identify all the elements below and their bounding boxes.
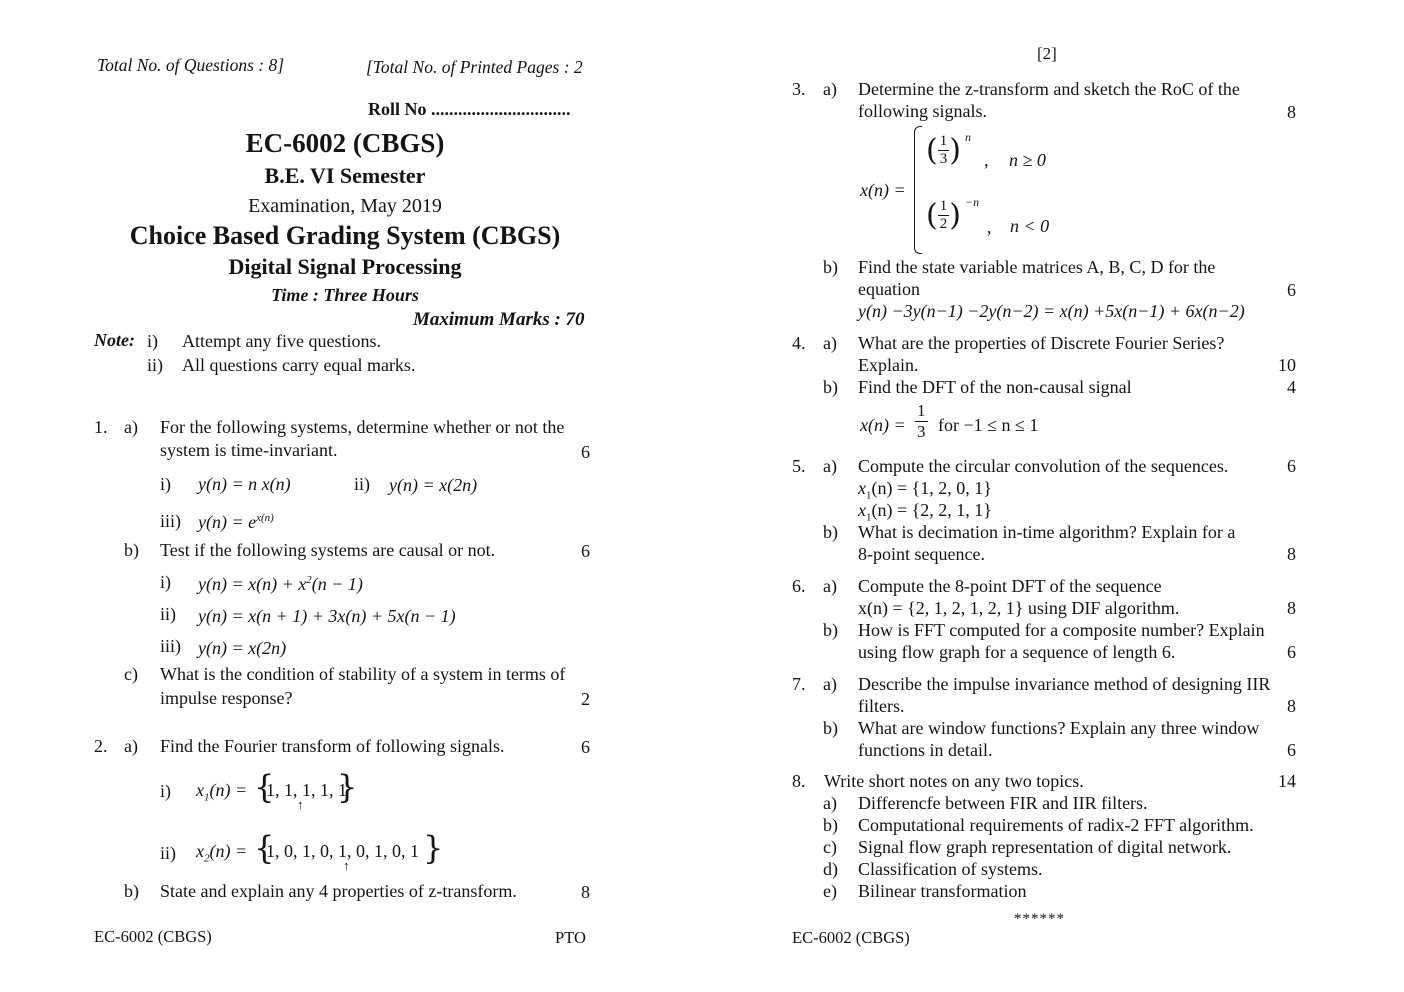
- q3a-label: a): [823, 79, 837, 99]
- q3a-case2-fraction: [938, 198, 950, 233]
- q3a-case1-comma: ,: [984, 150, 989, 170]
- q2a-ii-label: ii): [160, 843, 176, 863]
- grading-system: Choice Based Grading System (CBGS): [129, 221, 561, 250]
- q8-item-text: Bilinear transformation: [858, 881, 1027, 901]
- q3a-text-line2: following signals.: [858, 101, 987, 121]
- q2a-ii-x: x: [196, 841, 204, 861]
- q3a-case1: [926, 133, 961, 168]
- q8-item-label: e): [823, 881, 837, 901]
- q2a-i-origin-arrow: ↑: [297, 797, 304, 812]
- page-number: [2]: [1037, 44, 1057, 63]
- q1b-i-equation: [198, 574, 363, 595]
- q2a-text: Find the Fourier transform of following signals.: [160, 736, 505, 756]
- q2a-ii-subscript: 2: [204, 852, 210, 865]
- q3a-case1-denominator: 3: [939, 151, 948, 167]
- q2a-ii-open-brace: {: [254, 829, 275, 867]
- q3a-case2: [926, 198, 961, 233]
- note-i: Attempt any five questions.: [182, 331, 381, 351]
- time-allowed: Time : Three Hours: [271, 285, 419, 305]
- q7a-marks: 8: [1287, 696, 1296, 716]
- q3a-lhs: x(n) =: [860, 180, 906, 200]
- q2-number: 2.: [94, 736, 108, 756]
- q5a-seq2-x: x: [858, 500, 866, 520]
- q1b-i-exponent: 2: [306, 574, 312, 586]
- q1a-ii-label: ii): [354, 474, 370, 494]
- q7b-marks: 6: [1287, 740, 1296, 760]
- q6a-label: a): [823, 576, 837, 596]
- q5a-seq1-values: (n) = {1, 2, 0, 1}: [871, 478, 992, 498]
- q7b-text-line2: functions in detail.: [858, 740, 993, 760]
- q7b-label: b): [823, 718, 838, 738]
- q6b-text-line1: How is FFT computed for a composite number? Explain: [858, 620, 1265, 640]
- q5b-label: b): [823, 522, 838, 542]
- q6-number: 6.: [792, 576, 806, 596]
- q1b-i-label: i): [160, 572, 171, 592]
- q3a-case2-rparen: ): [949, 198, 961, 233]
- q7-number: 7.: [792, 674, 806, 694]
- q5-number: 5.: [792, 456, 806, 476]
- q1a-marks: 6: [581, 442, 590, 462]
- total-pages: [Total No. of Printed Pages : 2: [366, 57, 583, 77]
- q2b-text: State and explain any 4 properties of z-transform.: [160, 881, 517, 901]
- q1a-iii-exponent: x(n): [256, 512, 274, 524]
- q2a-i-x: x: [196, 780, 204, 800]
- q1a-text-line1: For the following systems, determine whether or not the: [160, 417, 565, 437]
- q6b-text-line2: using flow graph for a sequence of length 6.: [858, 642, 1176, 662]
- q8-marks: 14: [1278, 771, 1296, 791]
- q5b-marks: 8: [1287, 544, 1296, 564]
- q1b-iii-equation: y(n) = x(2n): [198, 638, 287, 658]
- q3b-label: b): [823, 257, 838, 277]
- q5a-seq1-subscript: 1: [866, 489, 872, 502]
- q2a-ii-sequence: 1, 0, 1, 0, 1, 0, 1, 0, 1: [266, 841, 419, 861]
- q3a-case1-fraction: [938, 133, 950, 168]
- q1a-label: a): [124, 417, 138, 437]
- q4b-eq-fraction: [915, 401, 928, 442]
- q1a-iii-base: y(n) = e: [198, 512, 257, 532]
- q8-item-label: d): [823, 859, 838, 879]
- q8-item-label: c): [823, 837, 837, 857]
- q5a-marks: 6: [1287, 456, 1296, 476]
- q8-item-label: a): [823, 793, 837, 813]
- q2a-i-lhs-rest: (n) =: [209, 780, 248, 800]
- q1c-label: c): [124, 664, 138, 684]
- q2a-ii-origin-arrow: ↑: [343, 858, 350, 873]
- q2b-marks: 8: [581, 882, 590, 902]
- right-footer-code: EC-6002 (CBGS): [792, 928, 910, 947]
- q1a-iii-equation: [198, 512, 274, 533]
- q1b-ii-equation: y(n) = x(n + 1) + 3x(n) + 5x(n − 1): [198, 606, 456, 626]
- q2a-ii-lhs-rest: (n) =: [209, 841, 248, 861]
- q2a-i-subscript: 1: [204, 791, 210, 804]
- q3b-text-line1: Find the state variable matrices A, B, C, D for the: [858, 257, 1216, 277]
- q6b-label: b): [823, 620, 838, 640]
- max-marks: Maximum Marks : 70: [413, 309, 585, 330]
- q2a-ii-lhs: [196, 841, 247, 865]
- q4a-label: a): [823, 333, 837, 353]
- q6a-marks: 8: [1287, 598, 1296, 618]
- q3a-text-line1: Determine the z-transform and sketch the RoC of the: [858, 79, 1240, 99]
- exam-code: EC-6002 (CBGS): [245, 128, 445, 158]
- q1a-iii-label: iii): [160, 511, 181, 531]
- q3a-case2-exponent: −n: [965, 195, 980, 209]
- q3b-equation: y(n) −3y(n−1) −2y(n−2) = x(n) +5x(n−1) + 6x(n−2): [858, 301, 1245, 321]
- q1a-i-label: i): [160, 474, 171, 494]
- q4b-eq-numerator: 1: [917, 401, 926, 420]
- q7a-text-line1: Describe the impulse invariance method of designing IIR: [858, 674, 1271, 694]
- exam-session: Examination, May 2019: [248, 195, 442, 217]
- q5a-seq2-values: (n) = {2, 2, 1, 1}: [871, 500, 992, 520]
- q3a-case2-comma: ,: [987, 217, 992, 237]
- q1c-marks: 2: [581, 689, 590, 709]
- q8-number: 8.: [792, 771, 806, 791]
- q1b-text: Test if the following systems are causal or not.: [160, 540, 496, 560]
- q3a-case2-numerator: 1: [939, 198, 948, 214]
- semester: B.E. VI Semester: [264, 163, 426, 188]
- q4b-marks: 4: [1287, 377, 1296, 397]
- note-ii-num: ii): [147, 355, 163, 375]
- q8-item-text: Classification of systems.: [858, 859, 1043, 879]
- q4a-marks: 10: [1278, 355, 1296, 375]
- q1b-i-eq-part1: y(n) = x(n) + x: [198, 574, 307, 594]
- q3a-case2-lparen: (: [926, 198, 938, 233]
- q5a-seq2-subscript: 1: [866, 511, 872, 524]
- q3b-marks: 6: [1287, 280, 1296, 300]
- q2a-i-close-brace: }: [337, 768, 358, 806]
- q6a-text-line1: Compute the 8-point DFT of the sequence: [858, 576, 1162, 596]
- q5a-sequence-2: [858, 500, 992, 524]
- q1b-i-eq-part2: (n − 1): [311, 574, 363, 594]
- q7a-text-line2: filters.: [858, 696, 905, 716]
- q3-number: 3.: [792, 79, 806, 99]
- roll-no: Roll No ...............................: [368, 99, 571, 119]
- q1b-marks: 6: [581, 541, 590, 561]
- q3a-case1-condition: n ≥ 0: [1009, 150, 1046, 170]
- q8-item-text: Computational requirements of radix-2 FFT algorithm.: [858, 815, 1254, 835]
- q2a-i-label: i): [160, 781, 171, 801]
- q5b-text-line2: 8-point sequence.: [858, 544, 985, 564]
- q4a-text-line2: Explain.: [858, 355, 919, 375]
- left-footer-code: EC-6002 (CBGS): [94, 927, 212, 946]
- q1c-text-line1: What is the condition of stability of a system in terms of: [160, 664, 566, 684]
- q3a-case2-denominator: 2: [939, 216, 948, 232]
- q5a-sequence-1: [858, 478, 992, 502]
- right-page: [702, 0, 1404, 992]
- q7b-text-line1: What are window functions? Explain any three window: [858, 718, 1260, 738]
- q2a-marks: 6: [581, 737, 590, 757]
- q5a-label: a): [823, 456, 837, 476]
- q7a-label: a): [823, 674, 837, 694]
- q1c-text-line2: impulse response?: [160, 688, 293, 708]
- q3a-piecewise-brace: [914, 126, 922, 254]
- q1-number: 1.: [94, 417, 108, 437]
- q5b-text-line1: What is decimation in-time algorithm? Explain for a: [858, 522, 1236, 542]
- q4b-text: Find the DFT of the non-causal signal: [858, 377, 1132, 397]
- subject-title: Digital Signal Processing: [228, 254, 462, 279]
- q3a-case1-rparen: ): [949, 133, 961, 168]
- q8-text: Write short notes on any two topics.: [824, 771, 1084, 791]
- q2a-label: a): [124, 736, 138, 756]
- q2a-i-open-brace: {: [254, 768, 275, 806]
- q3a-case1-exponent: n: [965, 130, 971, 144]
- note-ii: All questions carry equal marks.: [182, 355, 416, 375]
- note-label: Note:: [94, 330, 135, 350]
- q1a-text-line2: system is time-invariant.: [160, 440, 338, 460]
- q4-number: 4.: [792, 333, 806, 353]
- q4b-eq-denominator: 3: [917, 422, 926, 441]
- q5a-seq1-x: x: [858, 478, 866, 498]
- note-i-num: i): [147, 331, 158, 351]
- q4b-label: b): [823, 377, 838, 397]
- q1b-ii-label: ii): [160, 604, 176, 624]
- q8-item-label: b): [823, 815, 838, 835]
- q1b-label: b): [124, 540, 139, 560]
- q1b-iii-label: iii): [160, 636, 181, 656]
- total-questions: Total No. of Questions : 8]: [97, 55, 285, 75]
- q8-item-text: Differencfe between FIR and IIR filters.: [858, 793, 1148, 813]
- q2b-label: b): [124, 881, 139, 901]
- q3a-case1-lparen: (: [926, 133, 938, 168]
- q4a-text-line1: What are the properties of Discrete Fourier Series?: [858, 333, 1225, 353]
- end-of-paper-mark: ******: [1014, 911, 1065, 927]
- q5a-text: Compute the circular convolution of the sequences.: [858, 456, 1229, 476]
- q6b-marks: 6: [1287, 642, 1296, 662]
- q1a-ii-equation: y(n) = x(2n): [389, 475, 478, 495]
- q4b-eq-rhs: for −1 ≤ n ≤ 1: [938, 415, 1039, 435]
- q2a-i-sequence: 1, 1, 1, 1, 1: [266, 780, 347, 800]
- q8-item-text: Signal flow graph representation of digital network.: [858, 837, 1232, 857]
- q2a-ii-close-brace: }: [423, 829, 444, 867]
- q6a-text-line2: x(n) = {2, 1, 2, 1, 2, 1} using DIF algorithm.: [858, 598, 1180, 618]
- q3a-case2-condition: n < 0: [1010, 216, 1050, 236]
- q3a-marks: 8: [1287, 102, 1296, 122]
- q1a-i-equation: y(n) = n x(n): [198, 474, 291, 494]
- left-footer-pto: PTO: [555, 928, 586, 947]
- q4b-eq-lhs: x(n) =: [860, 415, 906, 435]
- q3a-case1-numerator: 1: [939, 133, 948, 149]
- q2a-i-lhs: [196, 780, 247, 804]
- q3b-text-line2: equation: [858, 279, 920, 299]
